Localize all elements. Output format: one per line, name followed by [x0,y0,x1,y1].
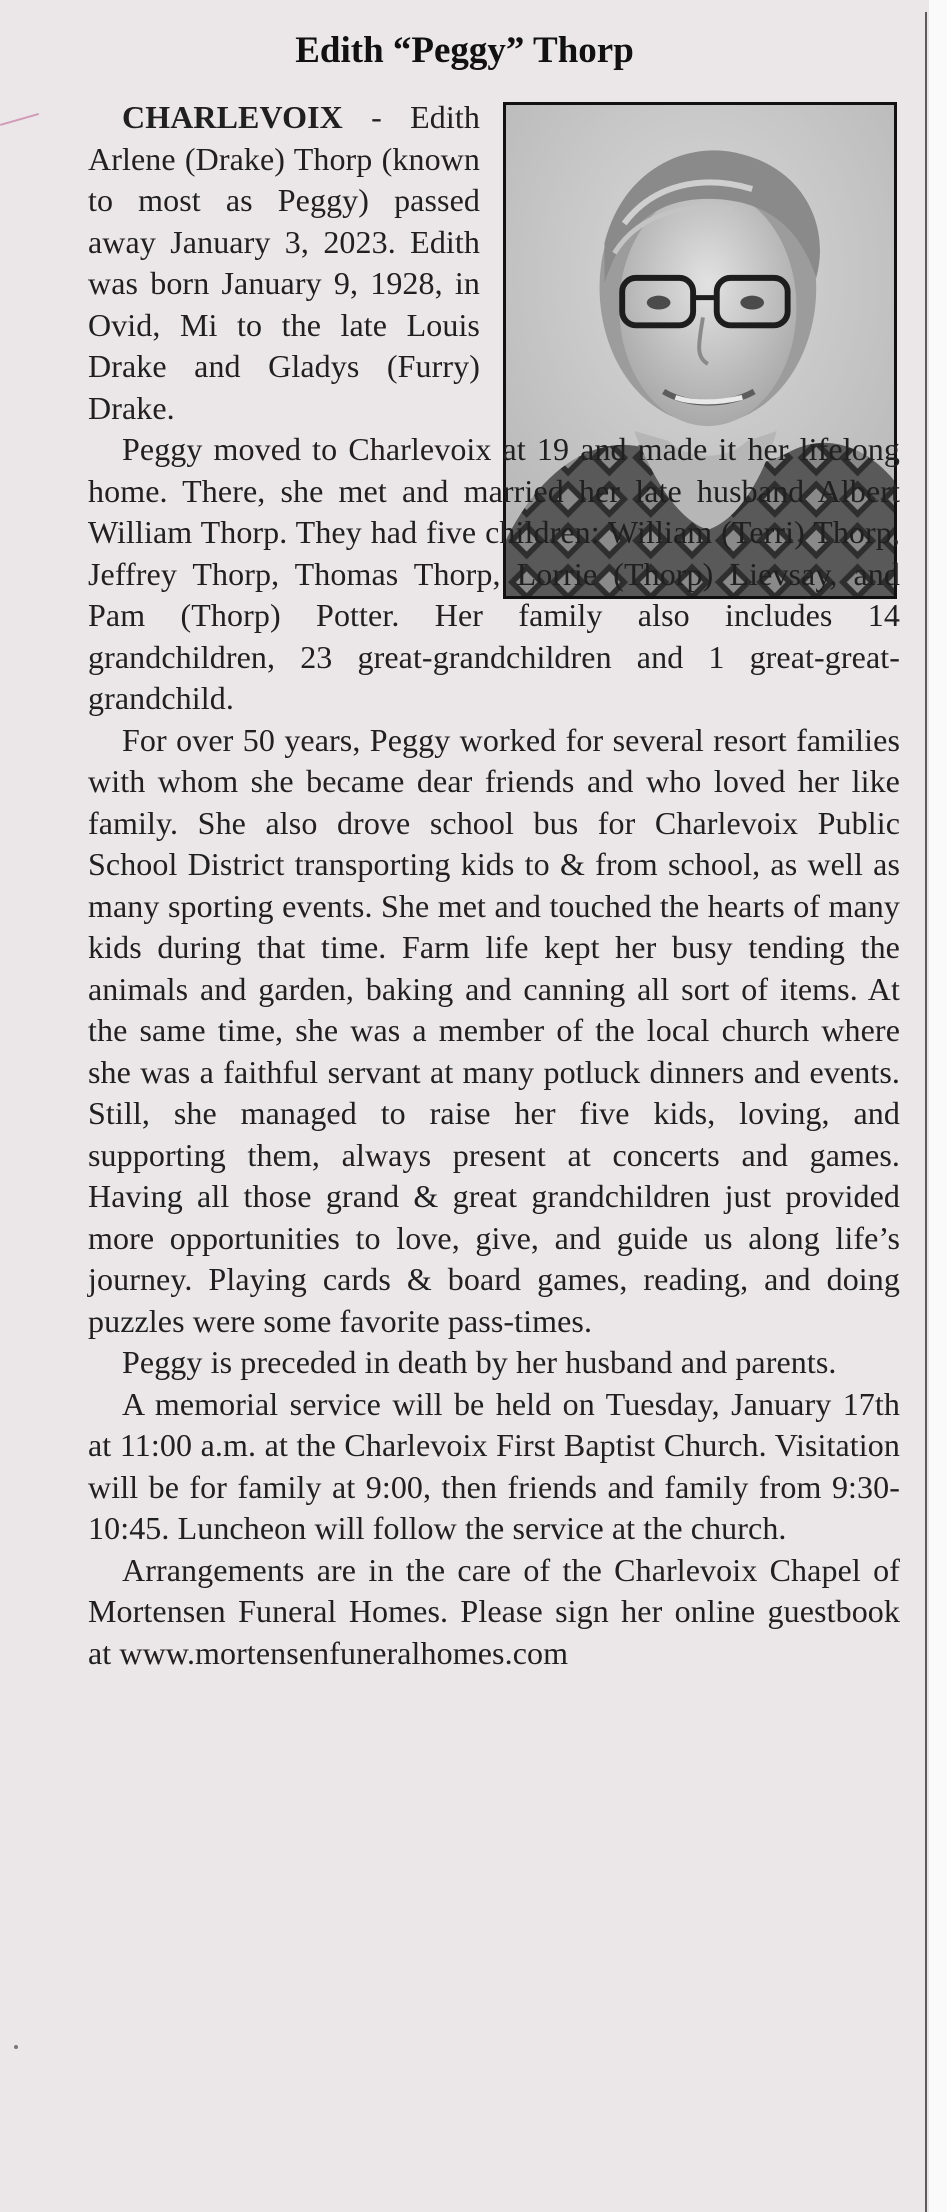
obituary-paragraph-4: Peggy is preceded in death by her husband and parents. [122,1344,837,1380]
page-margin [929,0,947,2212]
obituary-paragraph-3: For over 50 years, Peggy worked for several resort families with whom she became dear friends and who loved her like family. She also drove school bus for Charlevoix Public School District transporting kids to & from school, as well as many sporting events. She met and touched the hearts of many kids during that time. Farm life kept her busy tending the animals and garden, baking and canning all sort of items. At the same time, she was a member of the local church where she was a faithful servant at many potluck dinners and events. Still, she managed to raise her five kids, loving, and supporting them, always present at concerts and games. Having all those grand & great grandchildren just provided more opportunities to love, give, and guide us along life’s journey. Playing cards & board games, reading, and doing puzzles were some favorite pass-times. [88,721,900,1339]
column-rule [925,12,927,2212]
obituary-paragraph-6: Arrangements are in the care of the Charlevoix Chapel of Mortensen Funeral Homes. Please sign her online guestbook at www.mortensenfuneralhomes.com [88,1551,900,1671]
obituary-paragraph-1 [88,97,480,429]
obituary-title: Edith “Peggy” Thorp [295,30,634,71]
stray-pen-mark [0,113,40,130]
obituary-body [88,97,900,1674]
obituary-paragraph-2: Peggy moved to Charlevoix at 19 and made it her lifelong home. There, she met and married her late husband Albert William Thorp. They had five children: William (Terri) Thorp, Jeffrey Thorp, Thomas Thorp, Lorrie (Thorp) Lievsay, and Pam (Thorp) Potter. Her family also includes 14 grandchildren, 23 great-grandchildren and 1 great-great-grandchild. [88,431,900,716]
paper-speck [14,2045,18,2049]
obituary-paragraph-5: A memorial service will be held on Tuesday, January 17th at 11:00 a.m. at the Charlevoix First Baptist Church. Visitation will be for family at 9:00, then friends and family from 9:30-10:45. Luncheon will follow the service at the church. [88,1385,900,1546]
paragraph-1-text: - Edith Arlene (Drake) Thorp (known to most as Peggy) passed away January 3, 2023. Edith was born January 9, 1928, in Ovid, Mi to the late Louis Drake and Gladys (Furry) Drake. [88,99,480,426]
dateline: CHARLEVOIX [122,99,343,135]
